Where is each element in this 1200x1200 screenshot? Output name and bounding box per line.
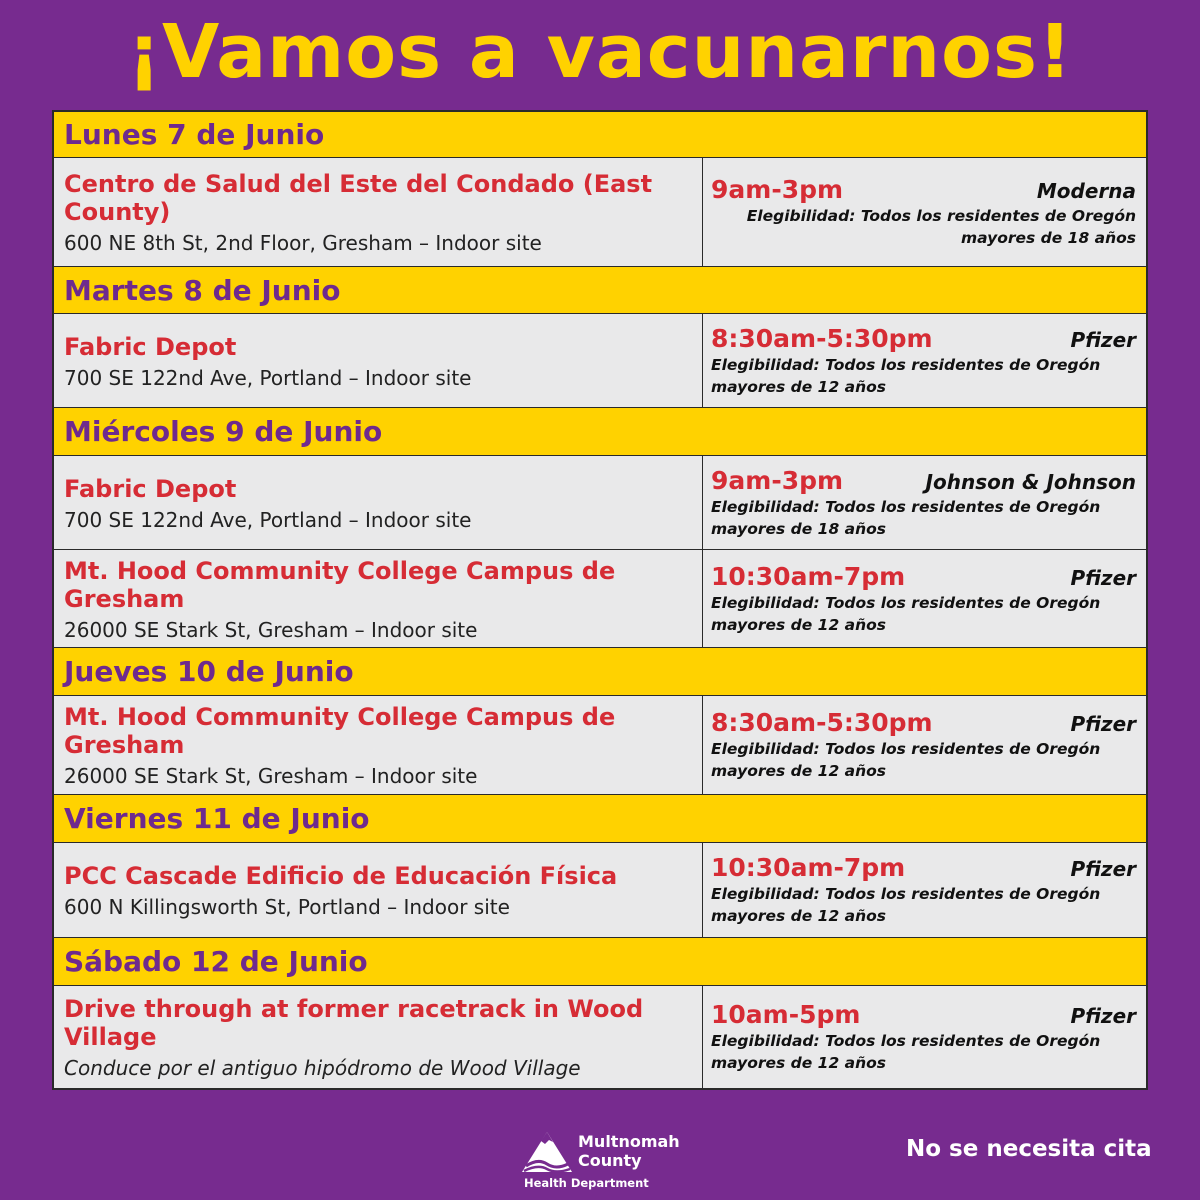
site-name: Mt. Hood Community College Campus de Gresham [64,556,616,613]
day-header: Viernes 11 de Junio [54,795,1146,843]
site-address: 26000 SE Stark St, Gresham – Indoor site [64,764,478,788]
vaccine-brand: Pfizer [1070,327,1136,352]
site-row [54,986,1146,1088]
site-cell [54,314,703,407]
eligibility-text: Elegibilidad: Todos los residentes de Oregón mayores de 12 años [711,355,1101,396]
schedule-table [52,110,1148,1090]
site-row [54,158,1146,267]
vaccine-brand: Moderna [1036,179,1136,203]
site-row [54,456,1146,550]
eligibility-text: Elegibilidad: Todos los residentes de Oregón mayores de 12 años [711,885,1101,925]
vaccine-brand: Johnson & Johnson [925,469,1136,494]
logo-county-name: Multnomah County [578,1132,680,1170]
site-cell [54,158,703,266]
eligibility-text: Elegibilidad: Todos los residentes de Oregón mayores de 12 años [711,740,1101,780]
day-header: Sábado 12 de Junio [54,938,1146,986]
site-row [54,550,1146,648]
site-address: 26000 SE Stark St, Gresham – Indoor site [64,617,478,642]
time-cell [703,314,1146,407]
vaccine-brand: Pfizer [1070,1004,1136,1028]
site-name: Centro de Salud del Este del Condado (East County) [64,170,653,226]
time-cell [703,158,1146,266]
site-name: PCC Cascade Edificio de Educación Física [64,862,618,890]
time-range: 9am-3pm [711,175,844,204]
site-name: Fabric Depot [64,332,237,361]
time-range: 10:30am-7pm [711,561,906,591]
site-address: Conduce por el antiguo hipódromo de Wood Village [64,1056,581,1080]
eligibility-text: Elegibilidad: Todos los residentes de Oregón mayores de 18 años [746,207,1136,247]
site-address: 600 NE 8th St, 2nd Floor, Gresham – Indoor site [64,231,542,255]
time-range: 9am-3pm [711,465,844,495]
eligibility-text: Elegibilidad: Todos los residentes de Oregón mayores de 18 años [711,497,1101,538]
site-name: Drive through at former racetrack in Wood Village [64,995,644,1051]
day-header: Miércoles 9 de Junio [54,408,1146,456]
time-range: 10:30am-7pm [711,853,906,882]
site-cell [54,843,703,937]
site-row [54,696,1146,795]
time-cell [703,550,1146,647]
eligibility-text: Elegibilidad: Todos los residentes de Oregón mayores de 12 años [711,593,1101,634]
time-range: 8:30am-5:30pm [711,323,933,353]
vaccine-brand: Pfizer [1070,857,1136,881]
logo-department: Health Department [524,1176,649,1190]
no-appointment-note: No se necesita cita [906,1136,1152,1162]
county-logo [520,1128,690,1192]
site-address: 700 SE 122nd Ave, Portland – Indoor site [64,365,472,390]
site-row [54,843,1146,938]
site-cell [54,986,703,1088]
vaccine-brand: Pfizer [1070,565,1136,590]
time-cell [703,696,1146,794]
time-cell [703,843,1146,937]
time-cell [703,986,1146,1088]
site-name: Fabric Depot [64,474,237,503]
site-cell [54,456,703,549]
site-cell [54,696,703,794]
time-range: 10am-5pm [711,1000,861,1029]
site-address: 700 SE 122nd Ave, Portland – Indoor site [64,507,472,532]
time-range: 8:30am-5:30pm [711,708,933,737]
mountain-icon [520,1130,574,1174]
page-title: ¡Vamos a vacunarnos! [127,9,1073,95]
vaccine-brand: Pfizer [1070,712,1136,736]
site-address: 600 N Killingsworth St, Portland – Indoor site [64,895,510,919]
site-row [54,314,1146,408]
site-name: Mt. Hood Community College Campus de Gresham [64,703,616,759]
eligibility-text: Elegibilidad: Todos los residentes de Oregón mayores de 12 años [711,1032,1101,1072]
day-header: Martes 8 de Junio [54,267,1146,314]
day-header: Jueves 10 de Junio [54,648,1146,696]
time-cell [703,456,1146,549]
day-header: Lunes 7 de Junio [54,112,1146,158]
site-cell [54,550,703,647]
